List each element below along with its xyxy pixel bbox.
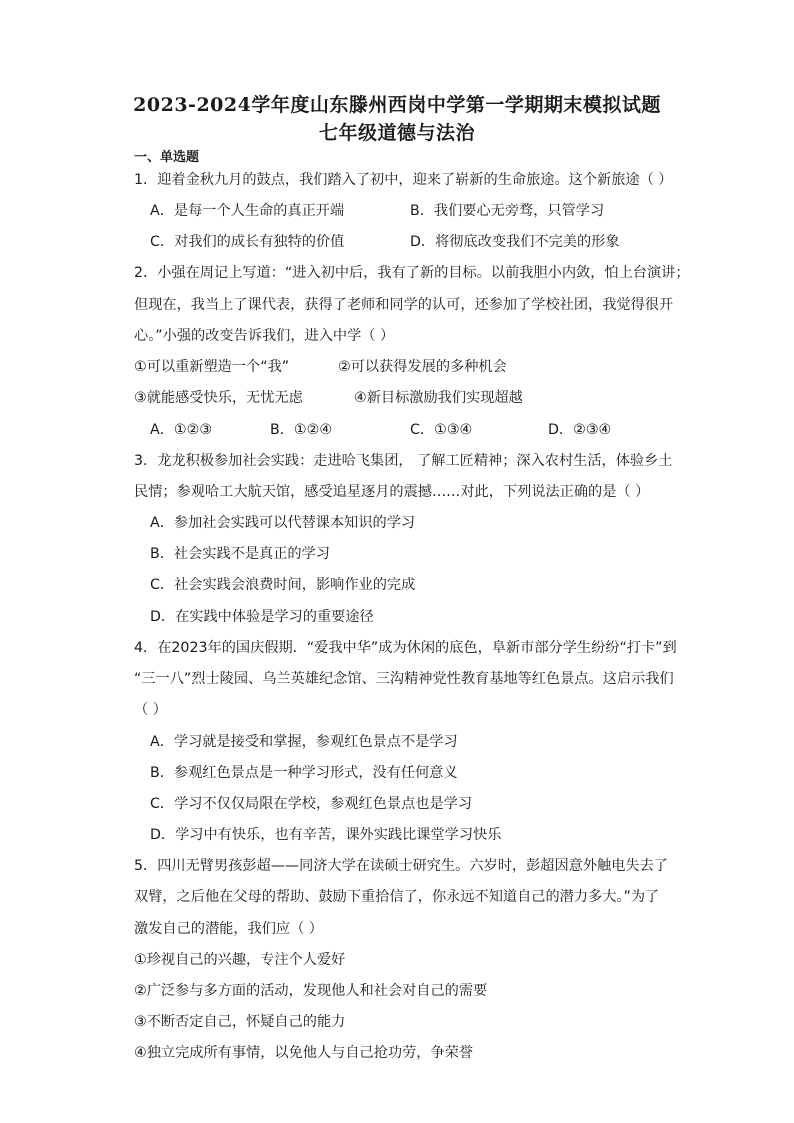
question-3-option-a: A．参加社会实践可以代替课本知识的学习: [150, 515, 416, 531]
question-5-line-1: 5．四川无臂男孩彭超——同济大学在读硕士研究生。六岁时，彭超因意外触电失去了: [134, 858, 668, 874]
question-3-option-c: C．社会实践会浪费时间，影响作业的完成: [150, 577, 416, 593]
question-1-text: 1．迎着金秋九月的鼓点，我们踏入了初中，迎来了崭新的生命旅途。这个新旅途（ ）: [134, 172, 673, 188]
question-2-option-b: B．①②④: [270, 422, 333, 438]
question-1-option-b: B．我们要心无旁骛，只管学习: [410, 203, 605, 219]
question-3-line-2: 民情；参观哈工大航天馆，感受追星逐月的震撼……对此，下列说法正确的是（ ）: [134, 484, 650, 500]
question-4-line-1: 4．在2023年的国庆假期．“爱我中华”成为休闲的底色，阜新市部分学生纷纷“打卡”到: [134, 640, 677, 656]
question-5-statement-4: ④独立完成所有事情，以免他人与自己抢功劳，争荣誉: [134, 1045, 474, 1061]
question-3-line-1: 3．龙龙积极参加社会实践：走进哈飞集团， 了解工匠精神；深入农村生活，体验乡土: [134, 453, 673, 469]
question-4-line-3: （ ）: [134, 702, 167, 718]
question-5-line-3: 激发自己的潜能，我们应（ ）: [134, 921, 323, 937]
question-4-option-c: C．学习不仅仅局限在学校，参观红色景点也是学习: [150, 796, 473, 812]
question-4-option-b: B．参观红色景点是一种学习形式，没有任何意义: [150, 765, 458, 781]
question-4-option-a: A．学习就是接受和掌握，参观红色景点不是学习: [150, 734, 458, 750]
question-1-option-c: C．对我们的成长有独特的价值: [150, 234, 345, 250]
section-label: 一、单选题: [134, 150, 200, 165]
question-2-statement-2: ②可以获得发展的多种机会: [338, 359, 507, 375]
question-5-statement-1: ①珍视自己的兴趣，专注个人爱好: [134, 952, 346, 968]
question-2-line-2: 但现在，我当上了课代表，获得了老师和同学的认可，还参加了学校社团，我觉得很开: [134, 297, 674, 313]
question-2-option-d: D．②③④: [548, 422, 612, 438]
question-2-statement-4: ④新目标激励我们实现超越: [354, 390, 523, 406]
question-3-option-b: B．社会实践不是真正的学习: [150, 546, 330, 562]
question-4-line-2: “三一八”烈士陵园、乌兰英雄纪念馆、三沟精神党性教育基地等红色景点。这启示我们: [134, 671, 674, 687]
question-5-statement-2: ②广泛参与多方面的活动，发现他人和社会对自己的需要: [134, 983, 488, 999]
question-4-option-d: D．学习中有快乐，也有辛苦，课外实践比课堂学习快乐: [150, 827, 502, 843]
question-2-line-1: 2．小强在周记上写道：“进入初中后，我有了新的目标。以前我胆小内敛，怕上台演讲；: [134, 265, 690, 281]
question-2-statement-1: ①可以重新塑造一个“我”: [134, 359, 290, 375]
question-2-statement-3: ③就能感受快乐，无忧无虑: [134, 390, 303, 406]
question-5-line-2: 双臂，之后他在父母的帮助、鼓励下重拾信了，你永远不知道自己的潜力多大。”为了: [134, 889, 660, 905]
exam-subtitle: 七年级道德与法治: [318, 122, 475, 144]
question-1-option-d: D．将彻底改变我们不完美的形象: [410, 234, 620, 250]
question-5-statement-3: ③不断否定自己，怀疑自己的能力: [134, 1014, 346, 1030]
question-2-option-a: A．①②③: [150, 422, 213, 438]
question-2-option-c: C．①③④: [410, 422, 473, 438]
question-3-option-d: D．在实践中体验是学习的重要途径: [150, 609, 374, 625]
question-1-option-a: A．是每一个人生命的真正开端: [150, 203, 345, 219]
question-2-line-3: 心。”小强的改变告诉我们，进入中学（ ）: [134, 328, 395, 344]
exam-title: 2023-2024学年度山东滕州西岗中学第一学期期末模拟试题: [133, 94, 661, 116]
